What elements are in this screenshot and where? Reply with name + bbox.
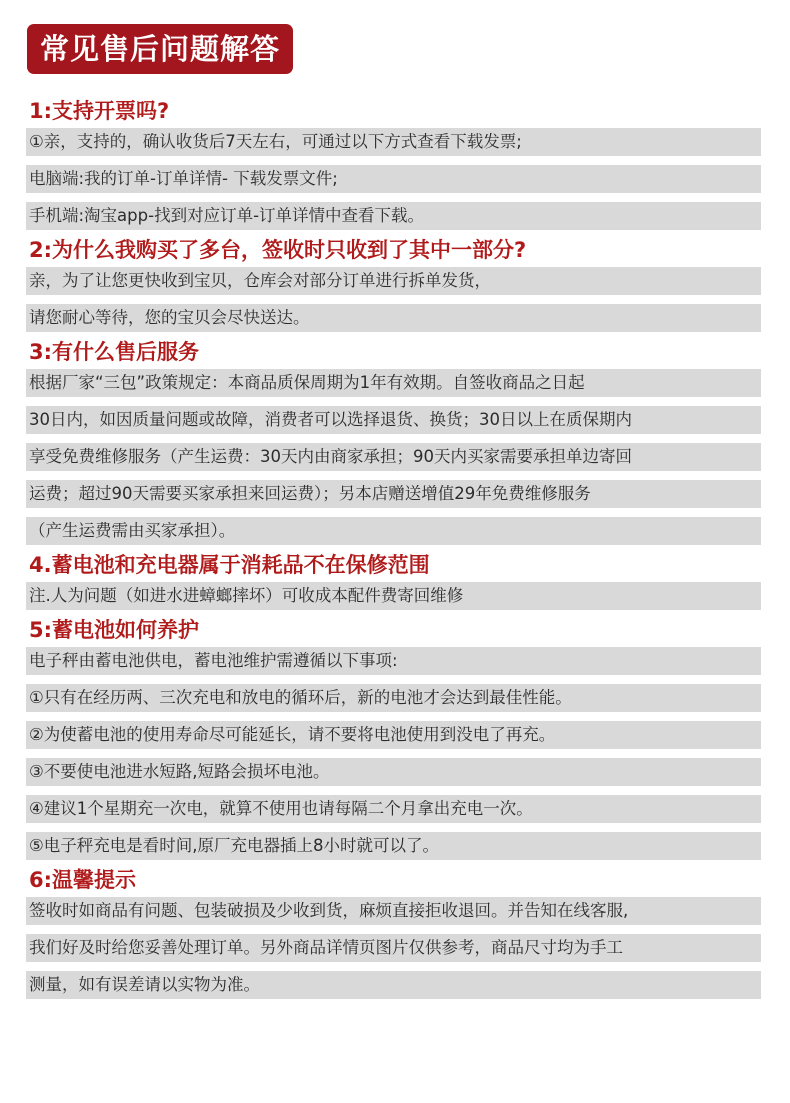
faq-section-tips <box>0 863 790 999</box>
faq-line: 亲，为了让您更快收到宝贝，仓库会对部分订单进行拆单发货， <box>26 267 761 295</box>
faq-line: ⑤电子秤充电是看时间,原厂充电器插上8小时就可以了。 <box>26 832 761 860</box>
faq-line: ④建议1个星期充一次电，就算不使用也请每隔二个月拿出充电一次。 <box>26 795 761 823</box>
faq-heading: 1:支持开票吗? <box>29 99 170 123</box>
faq-section-after-sales <box>0 335 790 545</box>
faq-line: ③不要使电池进水短路,短路会损坏电池。 <box>26 758 761 786</box>
faq-heading: 4.蓄电池和充电器属于消耗品不在保修范围 <box>29 553 430 577</box>
faq-line: 手机端:淘宝app-找到对应订单-订单详情中查看下载。 <box>26 202 761 230</box>
faq-line: 30日内，如因质量问题或故障，消费者可以选择退货、换货；30日以上在质保期内 <box>26 406 761 434</box>
page-title: 常见售后问题解答 <box>27 24 293 74</box>
faq-line: 请您耐心等待，您的宝贝会尽快送达。 <box>26 304 761 332</box>
faq-line: 电子秤由蓄电池供电，蓄电池维护需遵循以下事项: <box>26 647 761 675</box>
faq-section-battery-care <box>0 613 790 860</box>
faq-section-consumables <box>0 548 790 610</box>
faq-line: 根据厂家“三包”政策规定：本商品质保周期为1年有效期。自签收商品之日起 <box>26 369 761 397</box>
faq-content <box>0 94 790 1002</box>
faq-heading: 3:有什么售后服务 <box>29 340 200 364</box>
faq-line: 电脑端:我的订单-订单详情- 下载发票文件; <box>26 165 761 193</box>
faq-section-partial-delivery <box>0 233 790 332</box>
faq-line: ②为使蓄电池的使用寿命尽可能延长，请不要将电池使用到没电了再充。 <box>26 721 761 749</box>
faq-line: ①只有在经历两、三次充电和放电的循环后，新的电池才会达到最佳性能。 <box>26 684 761 712</box>
faq-heading: 2:为什么我购买了多台，签收时只收到了其中一部分? <box>29 238 527 262</box>
faq-heading: 5:蓄电池如何养护 <box>29 618 200 642</box>
faq-line: 享受免费维修服务（产生运费：30天内由商家承担；90天内买家需要承担单边寄回 <box>26 443 761 471</box>
faq-line: ①亲，支持的，确认收货后7天左右，可通过以下方式查看下载发票; <box>26 128 761 156</box>
faq-line: 注.人为问题（如进水进蟑螂摔坏）可收成本配件费寄回维修 <box>26 582 761 610</box>
faq-heading: 6:温馨提示 <box>29 868 137 892</box>
faq-line: （产生运费需由买家承担）。 <box>26 517 761 545</box>
faq-section-invoice <box>0 94 790 230</box>
faq-line: 测量，如有误差请以实物为准。 <box>26 971 761 999</box>
faq-line: 签收时如商品有问题、包装破损及少收到货，麻烦直接拒收退回。并告知在线客服, <box>26 897 761 925</box>
faq-line: 运费；超过90天需要买家承担来回运费）；另本店赠送增值29年免费维修服务 <box>26 480 761 508</box>
faq-line: 我们好及时给您妥善处理订单。另外商品详情页图片仅供参考，商品尺寸均为手工 <box>26 934 761 962</box>
